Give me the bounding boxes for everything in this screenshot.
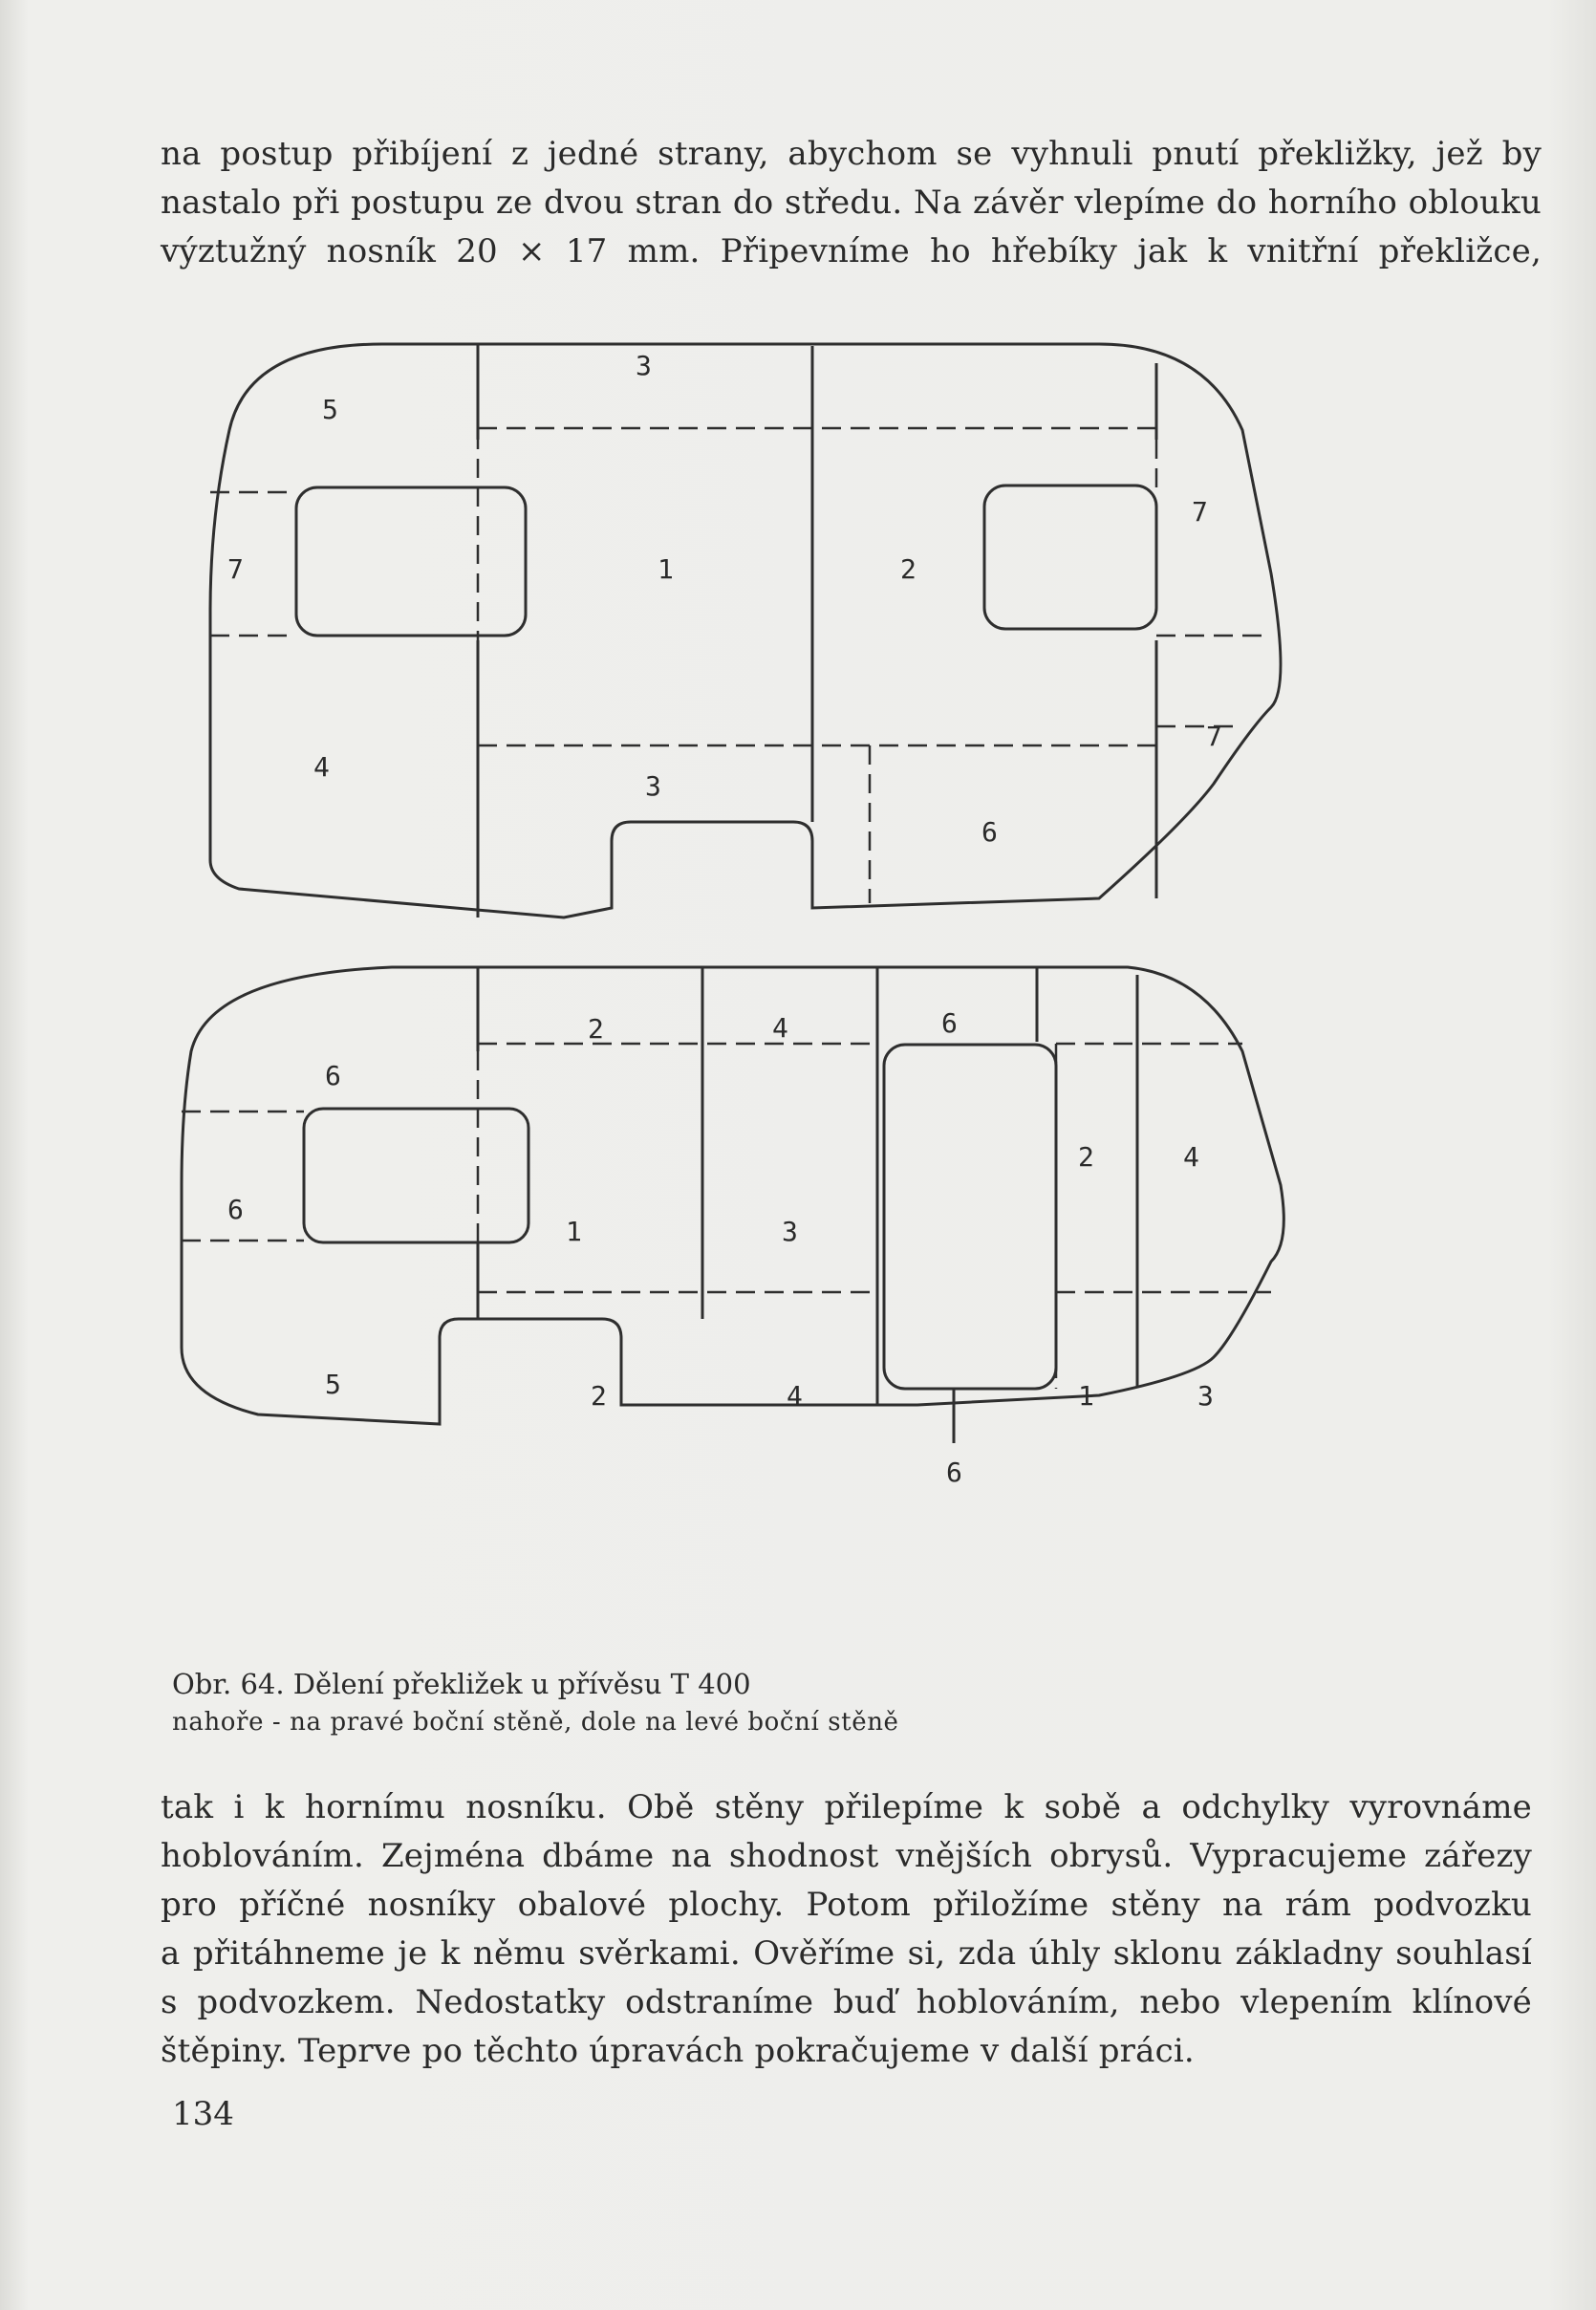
top-label-7: 7 [1206, 721, 1222, 752]
top-label-1: 1 [658, 553, 674, 585]
figure-caption [172, 1665, 1128, 1741]
bottom-panel-door [884, 1045, 1056, 1389]
bottom-label-4: 4 [787, 1380, 803, 1412]
bottom-label-6: 6 [941, 1007, 958, 1039]
bottom-label-6: 6 [946, 1457, 962, 1488]
top-label-7: 7 [1192, 496, 1208, 528]
bottom-label-6: 6 [325, 1060, 341, 1091]
bottom-label-1: 1 [1078, 1380, 1094, 1412]
top-panel-window-left [296, 487, 526, 636]
text-line: na postup přibíjení z jedné strany, abychom se vyhnuli pnutí překližky, jež by [161, 135, 1542, 173]
text-line: výztužný nosník 20 × 17 mm. Připevníme ho hřebíky jak k vnitřní překližce, [161, 232, 1542, 270]
bottom-label-2: 2 [591, 1380, 607, 1412]
top-label-6: 6 [981, 816, 998, 848]
bottom-label-2: 2 [1078, 1141, 1094, 1173]
bottom-label-4: 4 [772, 1012, 788, 1044]
paragraph-top [161, 130, 1542, 276]
bottom-label-3: 3 [782, 1216, 798, 1247]
plywood-division-figure [143, 325, 1481, 1644]
bottom-label-3: 3 [1197, 1380, 1214, 1412]
figure-drawing [143, 325, 1481, 1644]
text-line: pro příčné nosníky obalové plochy. Potom přiložíme stěny na rám podvozku [161, 1886, 1532, 1924]
top-label-3: 3 [636, 350, 652, 381]
top-label-5: 5 [322, 394, 338, 425]
text-line: a přitáhneme je k němu svěrkami. Ověříme si, zda úhly sklonu základny souhlasí [161, 1934, 1532, 1973]
bottom-label-6: 6 [227, 1194, 244, 1225]
top-panel-window-right [984, 486, 1156, 629]
bottom-label-5: 5 [325, 1369, 341, 1400]
bottom-label-1: 1 [566, 1216, 582, 1247]
bottom-label-4: 4 [1183, 1141, 1199, 1173]
bottom-label-2: 2 [588, 1013, 604, 1045]
page-number: 134 [172, 2095, 234, 2133]
text-line: hoblováním. Zejména dbáme na shodnost vnějších obrysů. Vypracujeme zářezy [161, 1837, 1532, 1875]
top-label-2: 2 [900, 553, 917, 585]
top-label-4: 4 [313, 751, 330, 783]
bottom-panel-outline [182, 967, 1283, 1424]
caption-title: Obr. 64. Dělení překližek u přívěsu T 400 [172, 1668, 751, 1700]
text-line: nastalo při postupu ze dvou stran do středu. Na závěr vlepíme do horního oblouku [161, 184, 1542, 222]
text-line: tak i k hornímu nosníku. Obě stěny přilepíme k sobě a odchylky vyrovnáme [161, 1788, 1532, 1826]
bottom-panel-window-left [304, 1109, 528, 1242]
top-label-7: 7 [227, 553, 244, 585]
top-panel-outline [210, 344, 1281, 918]
caption-subtitle: nahoře - na pravé boční stěně, dole na levé boční stěně [172, 1708, 899, 1737]
text-line: s podvozkem. Nedostatky odstraníme buď hoblováním, nebo vlepením klínové [161, 1983, 1532, 2021]
top-label-3: 3 [645, 770, 661, 802]
paragraph-bottom [161, 1783, 1532, 2076]
text-line: štěpiny. Teprve po těchto úpravách pokračujeme v další práci. [161, 2032, 1195, 2070]
